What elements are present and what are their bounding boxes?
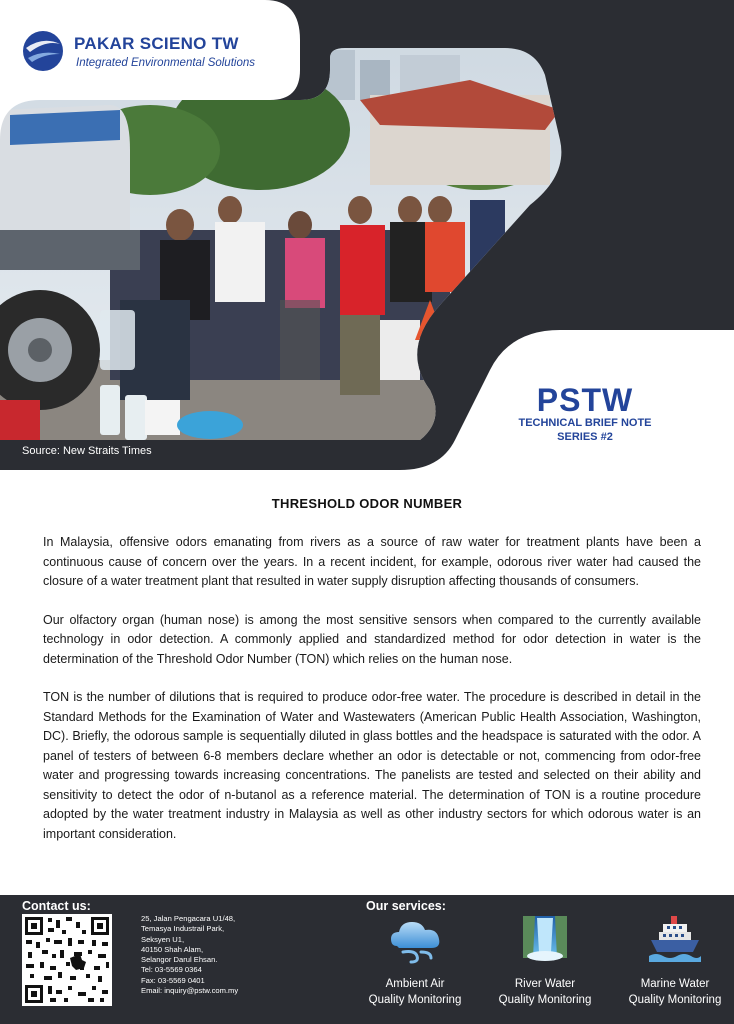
contact-title: Contact us: xyxy=(22,899,91,913)
series-abbr: PSTW xyxy=(536,382,634,418)
service-line1: Marine Water xyxy=(640,978,710,990)
article-title: THRESHOLD ODOR NUMBER xyxy=(271,496,463,511)
service-ambient-air xyxy=(360,912,470,1008)
address-line: 25, Jalan Pengacara U1/48, xyxy=(141,914,236,923)
brand-tagline: Integrated Environmental Solutions xyxy=(76,57,255,69)
service-label xyxy=(490,976,600,1008)
service-line1: River Water xyxy=(514,978,576,990)
service-marine-water xyxy=(620,912,730,1008)
service-label xyxy=(360,976,470,1008)
series-badge xyxy=(500,384,670,444)
service-label xyxy=(620,976,730,1008)
service-line2: Quality Monitoring xyxy=(498,994,592,1006)
contact-address xyxy=(141,914,238,996)
series-line1: TECHNICAL BRIEF NOTE xyxy=(518,417,652,429)
service-line1: Ambient Air xyxy=(385,978,445,990)
service-line2: Quality Monitoring xyxy=(628,994,722,1006)
service-line2: Quality Monitoring xyxy=(368,994,462,1006)
address-line: Seksyen U1, xyxy=(141,934,185,944)
address-line: Selangor Darul Ehsan. xyxy=(141,955,218,965)
fax-line: Fax: 03-5569 0401 xyxy=(141,975,205,985)
address-line: 40150 Shah Alam, xyxy=(141,944,204,954)
phone-line: Tel: 03-5569 0364 xyxy=(141,965,202,975)
address-line: Temasya Industrail Park, xyxy=(141,924,225,934)
ship-icon xyxy=(647,912,703,968)
article-paragraph: In Malaysia, offensive odors emanating from rivers as a source of raw water for treatment plants have been a continuous cause of concern over the years. In a recent incident, for example, odorous river water had caused the closure of a water treatment plant that resulted in water supply disruption affecting thousands of consumers. xyxy=(43,535,701,588)
cloud-icon xyxy=(387,912,443,968)
waterfall-icon xyxy=(517,912,573,968)
email-line[interactable]: Email: inquiry@pstw.com.my xyxy=(141,986,239,996)
qr-code-icon[interactable] xyxy=(22,914,112,1006)
brand-name: PAKAR SCIENO TW xyxy=(74,34,239,53)
series-line2: SERIES #2 xyxy=(557,431,613,443)
brand-logo xyxy=(0,0,300,100)
globe-logo-icon xyxy=(20,28,66,74)
services-title: Our services: xyxy=(366,899,446,913)
article-paragraph: TON is the number of dilutions that is required to produce odor-free water. The procedure is described in detail in the Standard Methods for the Examination of Water and Wastewaters (American Public Health Association, Washington, DC). Briefly, the odorous sample is sequentially diluted in glass bottles and the headspace is saturated with the odor. A panel of testers of between 6-8 members declare whether an odor is detectable or not, commencing from odor-free water and progressing towards increasing concentrations. The panelists are tested and selected on their ability and sensitivity to detect the odor of n-butanol as a reference material. The determination of TON is a routine procedure adopted by the water treatment industry in Malaysia as well as other industry sectors for which odorous water is an important consideration. xyxy=(43,690,701,841)
article-body xyxy=(43,533,701,863)
service-river-water xyxy=(490,912,600,1008)
photo-caption: Source: New Straits Times xyxy=(22,445,152,457)
article-paragraph: Our olfactory organ (human nose) is among the most sensitive sensors when compared to the currently available technology in odor detection. A commonly applied and standardized method for odor detection in water is the determination of the Threshold Odor Number (TON) which relies on the human nose. xyxy=(43,612,701,666)
